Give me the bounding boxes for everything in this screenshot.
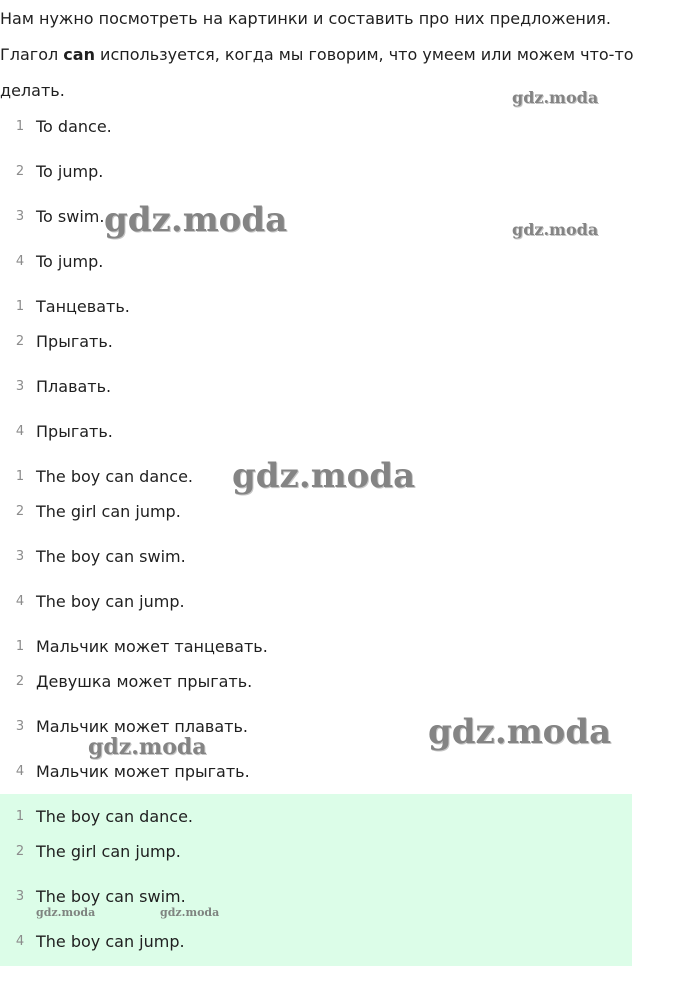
list-item xyxy=(0,829,632,874)
item-text: The boy can swim. xyxy=(36,887,186,906)
watermark: gdz.moda xyxy=(160,906,220,919)
watermark: gdz.moda xyxy=(36,906,96,919)
intro-line-2: Глагол can используется, когда мы говорим, что умеем или можем что-то xyxy=(0,45,634,64)
list-item xyxy=(0,579,632,624)
intro-line-1: Нам нужно посмотреть на картинки и составить про них предложения. xyxy=(0,9,611,28)
watermark: gdz.moda xyxy=(88,734,207,760)
keyword-can: can xyxy=(63,45,95,64)
watermark: gdz.moda xyxy=(232,456,416,496)
item-text: To dance. xyxy=(36,117,112,136)
item-text: The boy can jump. xyxy=(36,932,185,951)
item-text: The girl can jump. xyxy=(36,842,181,861)
item-number: 3 xyxy=(15,209,25,224)
item-text: Мальчик может плавать. xyxy=(36,717,248,736)
list-item xyxy=(0,239,632,284)
list-item xyxy=(0,659,632,704)
item-text: The boy can dance. xyxy=(36,467,193,486)
watermark: gdz.moda xyxy=(104,200,288,240)
item-number: 2 xyxy=(15,674,25,689)
watermark: gdz.moda xyxy=(428,712,612,752)
item-text: The girl can jump. xyxy=(36,502,181,521)
list-item xyxy=(0,284,632,319)
item-text: Мальчик может прыгать. xyxy=(36,762,250,781)
item-text: The boy can jump. xyxy=(36,592,185,611)
watermark: gdz.moda xyxy=(512,220,599,239)
answer-group-2 xyxy=(0,284,632,454)
intro-line-3: делать. xyxy=(0,81,65,100)
item-text: The boy can dance. xyxy=(36,807,193,826)
item-text: Девушка может прыгать. xyxy=(36,672,253,691)
list-item xyxy=(0,794,632,829)
answer-group-highlighted xyxy=(0,794,632,966)
list-item xyxy=(0,919,632,966)
item-number: 4 xyxy=(15,254,25,269)
item-text: Танцевать. xyxy=(36,297,130,316)
item-number: 2 xyxy=(15,844,25,859)
list-item xyxy=(0,319,632,364)
item-number: 4 xyxy=(15,764,25,779)
item-number: 4 xyxy=(15,934,25,949)
item-text: To jump. xyxy=(36,162,104,181)
list-item xyxy=(0,149,632,194)
answer-group-1 xyxy=(0,104,632,284)
item-number: 2 xyxy=(15,504,25,519)
watermark: gdz.moda xyxy=(512,88,599,107)
item-number: 4 xyxy=(15,594,25,609)
item-number: 3 xyxy=(15,379,25,394)
item-number: 3 xyxy=(15,549,25,564)
item-number: 3 xyxy=(15,719,25,734)
item-text: Мальчик может танцевать. xyxy=(36,637,268,656)
item-text: To jump. xyxy=(36,252,104,271)
item-text: The boy can swim. xyxy=(36,547,186,566)
list-item xyxy=(0,409,632,454)
item-text: Плавать. xyxy=(36,377,112,396)
item-number: 1 xyxy=(15,469,25,484)
item-number: 1 xyxy=(15,299,25,314)
list-item xyxy=(0,534,632,579)
item-text: Прыгать. xyxy=(36,422,113,441)
item-number: 2 xyxy=(15,164,25,179)
item-number: 4 xyxy=(15,424,25,439)
item-number: 3 xyxy=(15,889,25,904)
list-item xyxy=(0,104,632,149)
item-number: 1 xyxy=(15,119,25,134)
list-item xyxy=(0,624,632,659)
answer-group-4 xyxy=(0,624,632,794)
list-item xyxy=(0,364,632,409)
item-number: 1 xyxy=(15,809,25,824)
item-text: Прыгать. xyxy=(36,332,113,351)
item-number: 2 xyxy=(15,334,25,349)
item-text: To swim. xyxy=(36,207,105,226)
item-number: 1 xyxy=(15,639,25,654)
